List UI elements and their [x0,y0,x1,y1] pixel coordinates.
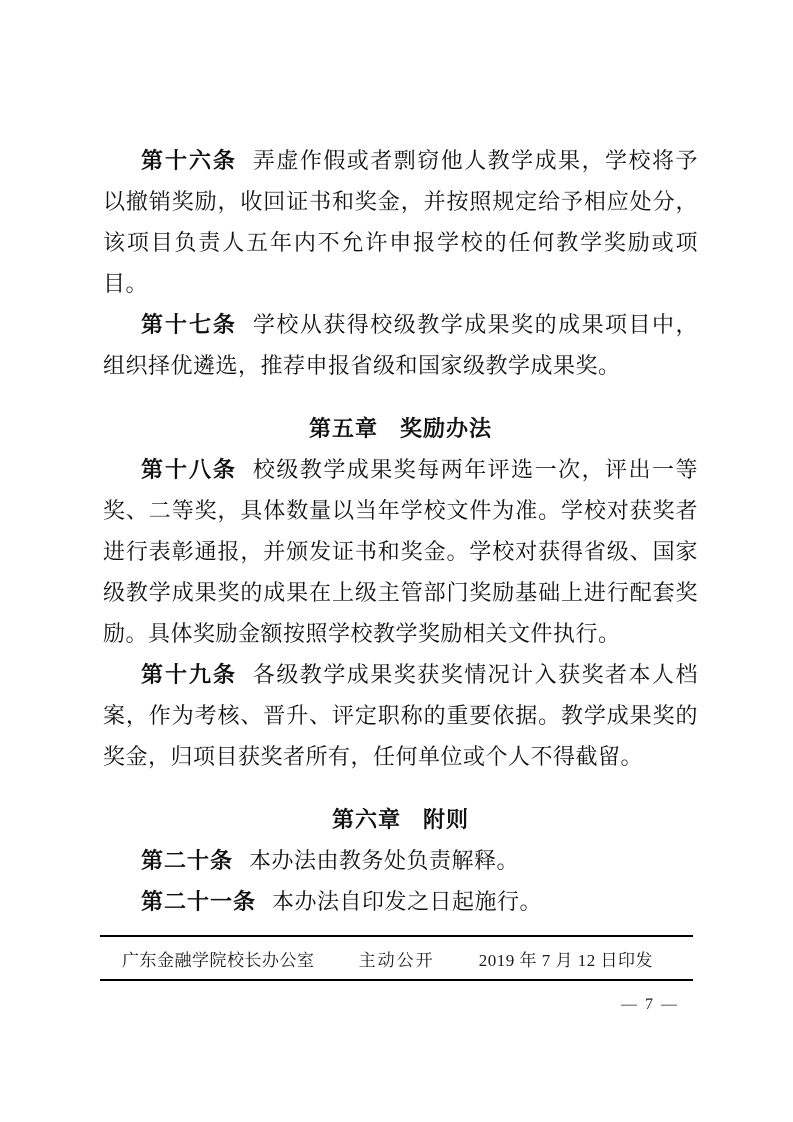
chapter-heading-5 [103,408,698,449]
article-text: 本办法自印发之日起施行。 [272,889,543,914]
chapter-heading-6 [103,799,698,840]
article-paragraph-20 [103,840,698,881]
article-text: 弄虚作假或者剽窃他人教学成果，学校将予以撤销奖励，收回证书和奖金，并按照规定给予相应处分，该项目负责人五年内不允许申报学校的任何教学奖励或项目。 [103,148,698,296]
article-text: 学校从获得校级教学成果奖的成果项目中，组织择优遴选，推荐申报省级和国家级教学成果奖。 [103,312,698,378]
article-paragraph-16 [103,140,698,304]
chapter-title: 奖励办法 [400,416,493,441]
print-date: 2019 年 7 月 12 日印发 [478,950,653,970]
issuing-office: 广东金融学院校长办公室 [122,950,315,970]
article-number: 第十六条 [141,148,237,173]
page-number: — 7 — [621,996,679,1013]
article-number: 第十八条 [141,457,237,482]
colophon [100,935,693,981]
disclosure-type: 主动公开 [358,950,435,970]
article-number: 第二十一条 [141,889,257,914]
chapter-number: 第五章 [308,416,378,441]
article-text: 校级教学成果奖每两年评选一次，评出一等奖、二等奖，具体数量以当年学校文件为准。学校对获奖者进行表彰通报，并颁发证书和奖金。学校对获得省级、国家级教学成果奖的成果在上级主管部门奖励基础上进行配套奖励。具体奖励金额按照学校教学奖励相关文件执行。 [103,457,698,646]
article-paragraph-21 [103,881,698,922]
article-text: 各级教学成果奖获奖情况计入获奖者本人档案，作为考核、晋升、评定职称的重要依据。教学成果奖的奖金，归项目获奖者所有，任何单位或个人不得截留。 [103,662,698,769]
chapter-title: 附则 [423,807,470,832]
article-paragraph-19 [103,654,698,777]
article-paragraph-17 [103,304,698,386]
document-content [103,140,698,922]
article-number: 第十九条 [141,662,237,687]
article-paragraph-18 [103,449,698,654]
article-number: 第二十条 [141,848,234,873]
chapter-number: 第六章 [331,807,401,832]
article-number: 第十七条 [141,312,237,337]
article-text: 本办法由教务处负责解释。 [249,848,520,873]
